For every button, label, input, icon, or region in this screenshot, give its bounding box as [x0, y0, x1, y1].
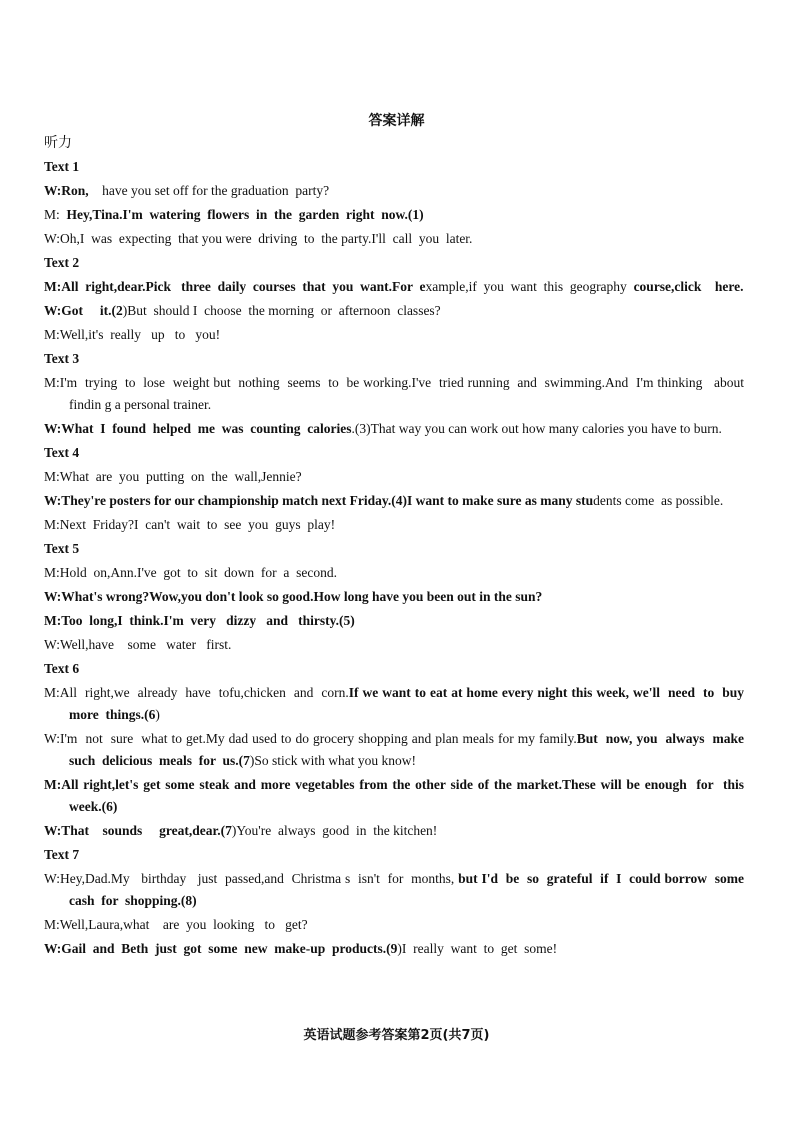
text-header: Text 2: [44, 255, 80, 270]
dialogue-text: M:Next Friday?I can't wait to see you guys play!: [44, 517, 336, 532]
answer-highlight: W:What I found helped me was counting calories: [44, 421, 352, 436]
dialogue-line: [44, 634, 744, 656]
dialogue-line: [44, 914, 744, 936]
dialogue-line: [44, 774, 751, 818]
dialogue-line: [44, 180, 744, 202]
dialogue-line: [44, 228, 744, 250]
dialogue-line: [44, 372, 748, 416]
dialogue-text: M:: [44, 207, 67, 222]
answer-highlight: Hey,Tina.I'm watering flowers in the garden right now.(1): [66, 207, 424, 222]
dialogue-line: [44, 938, 744, 960]
dialogue-line: [44, 868, 751, 912]
dialogue-line: [44, 514, 744, 536]
dialogue-line: [44, 728, 751, 772]
answer-highlight: But now, you always make such delicious meals for us.(7: [69, 731, 751, 768]
dialogue-text: M:All right,we already have tofu,chicken and corn.: [44, 685, 349, 700]
answer-highlight: W:Ron,: [44, 183, 89, 198]
dialogue-text: M:Hold on,Ann.I've got to sit down for a second.: [44, 565, 338, 580]
dialogue-text: W:I'm not sure what to get.My dad used to do grocery shopping and plan meals for my family.: [44, 731, 577, 746]
dialogue-text: )So stick with what you know!: [249, 753, 417, 768]
dialogue-text: )But should I choose the morning or afternoon classes?: [122, 303, 441, 318]
text-header: Text 5: [44, 541, 80, 556]
answer-highlight: course,click here.: [633, 279, 744, 294]
dialogue-text: W:Oh,I was expecting that you were driving to the party.I'll call you later.: [44, 231, 473, 246]
dialogue-line: [44, 300, 744, 322]
dialogue-line: [44, 610, 744, 632]
dialogue-line: [44, 324, 744, 346]
dialogue-text: W:Hey,Dad.My birthday just passed,and Christma s isn't for months,: [44, 871, 459, 886]
page-title: 答案详解: [368, 113, 425, 129]
text-header: Text 1: [44, 159, 80, 174]
dialogue-text: have you set off for the graduation party?: [88, 183, 330, 198]
dialogue-line: [44, 682, 751, 726]
dialogue-line: [44, 820, 744, 842]
text-header: Text 6: [44, 661, 80, 676]
dialogue-line: [44, 586, 744, 608]
answer-highlight: but I'd be so grateful if I could borrow some cash for shopping.(8): [69, 871, 751, 908]
answer-highlight: W:What's wrong?Wow,you don't look so good.How long have you been out in the sun?: [44, 589, 543, 604]
answer-highlight: W:That sounds great,dear.(7: [44, 823, 232, 838]
dialogue-text: W:Well,have some water first.: [44, 637, 232, 652]
dialogue-text: xample,if you want this geography: [425, 279, 634, 294]
text-header: Text 4: [44, 445, 80, 460]
answer-highlight: M:Too long,I think.I'm very dizzy and thirsty.(5): [44, 613, 355, 628]
dialogue-text: M:What are you putting on the wall,Jennie?: [44, 469, 302, 484]
dialogue-line: [44, 204, 744, 226]
dialogue-line: [44, 490, 744, 512]
dialogue-text: .(3)That way you can work out how many calories you have to burn.: [351, 421, 722, 436]
dialogue-line: [44, 418, 744, 440]
dialogue-line: [44, 276, 744, 298]
answer-highlight: M:All right,dear.Pick three daily courses that you want.For e: [44, 279, 426, 294]
dialogue-text: )I really want to get some!: [397, 941, 558, 956]
dialogue-text: M:Well,Laura,what are you looking to get?: [44, 917, 308, 932]
dialogue-text: M:I'm trying to lose weight but nothing seems to be working.I've tried running and swimming.And I'm thinking about findin g a personal trainer.: [44, 375, 748, 412]
dialogue-text: dents come as possible.: [593, 493, 724, 508]
answer-highlight: W:They're posters for our championship match next Friday.(4)I want to make sure as many stu: [44, 493, 594, 508]
dialogue-line: [44, 562, 744, 584]
dialogue-text: ): [155, 707, 160, 722]
page-footer: 英语试题参考答案第2页(共7页): [303, 1028, 490, 1043]
transcript: [44, 154, 751, 960]
text-header: Text 7: [44, 847, 80, 862]
answer-highlight: W:Got it.(2: [44, 303, 123, 318]
answer-highlight: If we want to eat at home every night this week, we'll need to buy more things.(6: [69, 685, 751, 722]
dialogue-text: M:Well,it's really up to you!: [44, 327, 221, 342]
answer-highlight: M:All right,let's get some steak and more vegetables from the other side of the market.These will be enough for this week.(6): [44, 777, 751, 814]
dialogue-text: )You're always good in the kitchen!: [231, 823, 438, 838]
text-header: Text 3: [44, 351, 80, 366]
section-heading: 听力: [44, 135, 72, 151]
dialogue-line: [44, 466, 744, 488]
answer-highlight: W:Gail and Beth just got some new make-up products.(9: [44, 941, 398, 956]
